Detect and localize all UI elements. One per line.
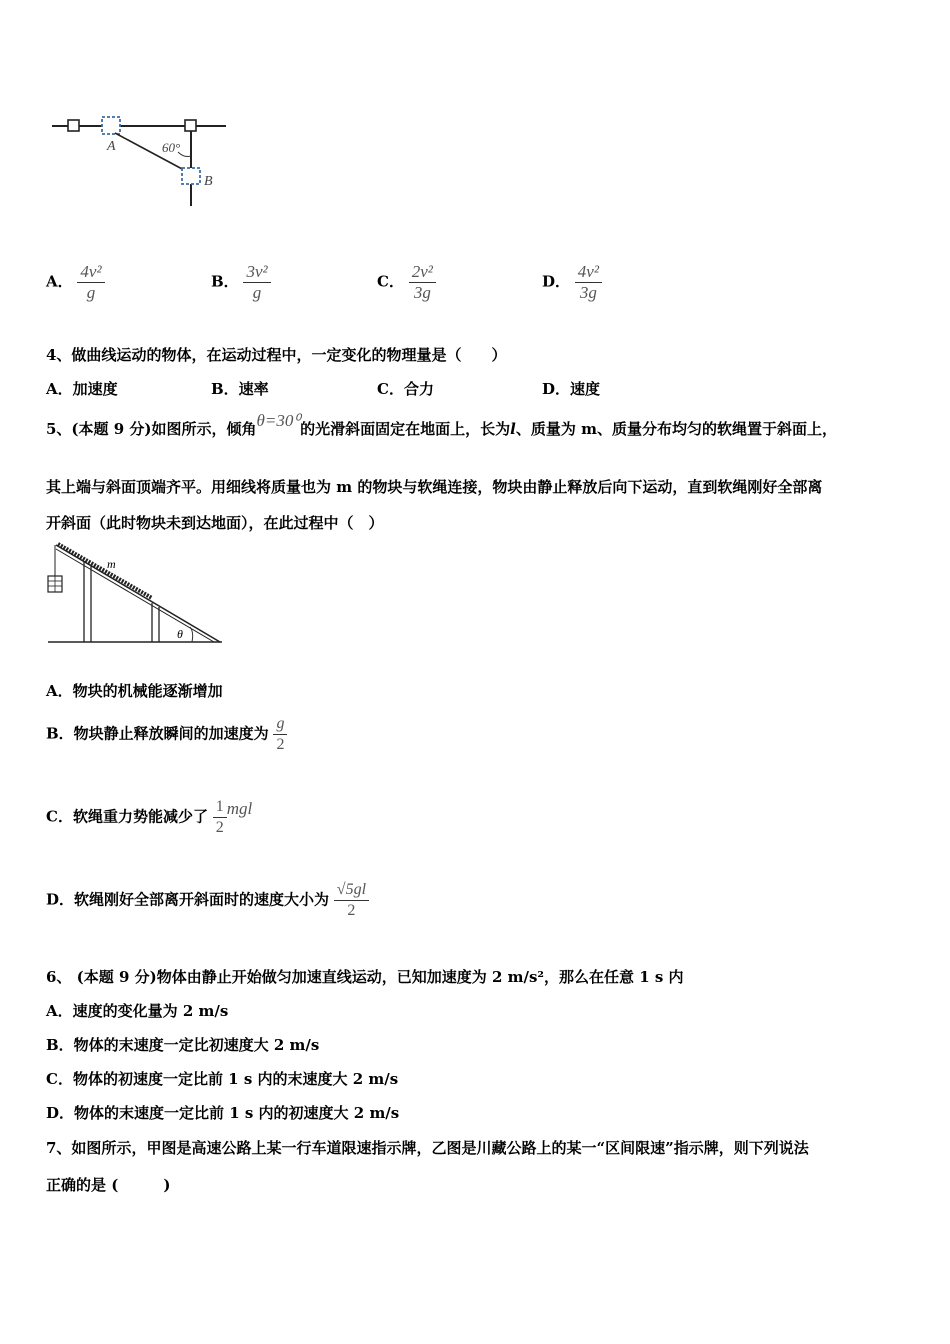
q3-option-a-fraction: $\frac{\text{4v²}}{g}$ [77,262,104,303]
q3-option-c[interactable]: C． $\frac{\text{2v²}}{3g}$ [377,262,436,303]
q5-stem-line3: 开斜面（此时物块未到达地面），在此过程中（ ） [46,514,384,532]
q6-stem: 6、 (本题 9 分)物体由静止开始做匀加速直线运动，已知加速度为 2 m/s²，那么在任意 1 s 内 [46,968,684,986]
q5-stem-line1: 5、(本题 9 分)如图所示，倾角θ=30⁰的光滑斜面固定在地面上，长为l、质量为 m、质量分布均匀的软绳置于斜面上， [46,411,837,438]
q6-option-c[interactable]: C．物体的初速度一定比前 1 s 内的末速度大 2 m/s [46,1070,399,1088]
q5-option-c[interactable]: C．软绳重力势能减少了 $\frac{1}{2}$ mgl [46,798,253,836]
angle-label: 60° [162,140,181,155]
label-a: A [107,139,116,154]
q5-option-c-fraction: $\frac{1}{2}$ [213,797,227,838]
q4-option-c[interactable]: C．合力 [377,380,434,398]
q7-stem-line1: 7、如图所示，甲图是高速公路上某一行车道限速指示牌，乙图是川藏公路上的某一“区间限速”指示牌，则下列说法 [46,1139,809,1157]
figure-rail-blocks [48,110,238,215]
q5-option-d[interactable]: D．软绳刚好全部离开斜面时的速度大小为 $\frac{√5gl}{2}$ [46,880,369,921]
q3-option-a[interactable]: A． $\frac{\text{4v²}}{g}$ [46,262,105,303]
q3-option-b-fraction: $\frac{\text{3v²}}{g}$ [243,262,270,303]
fig-theta-label: θ [177,627,183,641]
q3-option-d-fraction: $\frac{\text{4v²}}{3g}$ [575,262,602,303]
q6-option-a[interactable]: A．速度的变化量为 2 m/s [46,1002,229,1020]
q3-option-b[interactable]: B． $\frac{\text{3v²}}{g}$ [211,262,271,303]
q4-option-b[interactable]: B．速率 [211,380,269,398]
q4-option-d[interactable]: D．速度 [542,380,601,398]
q5-option-d-fraction: $\frac{√5gl}{2}$ [334,880,369,921]
figure-incline [44,540,226,648]
q3-option-d[interactable]: D． $\frac{\text{4v²}}{3g}$ [542,262,602,303]
fig-m-label: m [107,557,116,571]
q4-option-a[interactable]: A．加速度 [46,380,118,398]
q6-option-d[interactable]: D．物体的末速度一定比前 1 s 内的初速度大 2 m/s [46,1104,400,1122]
q3-option-c-fraction: $\frac{\text{2v²}}{3g}$ [409,262,436,303]
label-b: B [204,174,213,189]
q7-stem-line2: 正确的是 ( ) [46,1176,171,1194]
q5-option-a[interactable]: A．物块的机械能逐渐增加 [46,682,223,700]
angle-expression: θ=30⁰ [256,411,301,430]
q5-option-b-fraction: $\frac{g}{2}$ [273,714,287,755]
q5-option-b[interactable]: B．物块静止释放瞬间的加速度为 $\frac{g}{2}$ [46,714,287,755]
q4-stem: 4、做曲线运动的物体，在运动过程中，一定变化的物理量是（ ） [46,346,507,364]
q5-stem-line2: 其上端与斜面顶端齐平。用细线将质量也为 m 的物块与软绳连接，物块由静止释放后向下运动，直到软绳刚好全部离 [46,478,823,496]
q6-option-b[interactable]: B．物体的末速度一定比初速度大 2 m/s [46,1036,320,1054]
